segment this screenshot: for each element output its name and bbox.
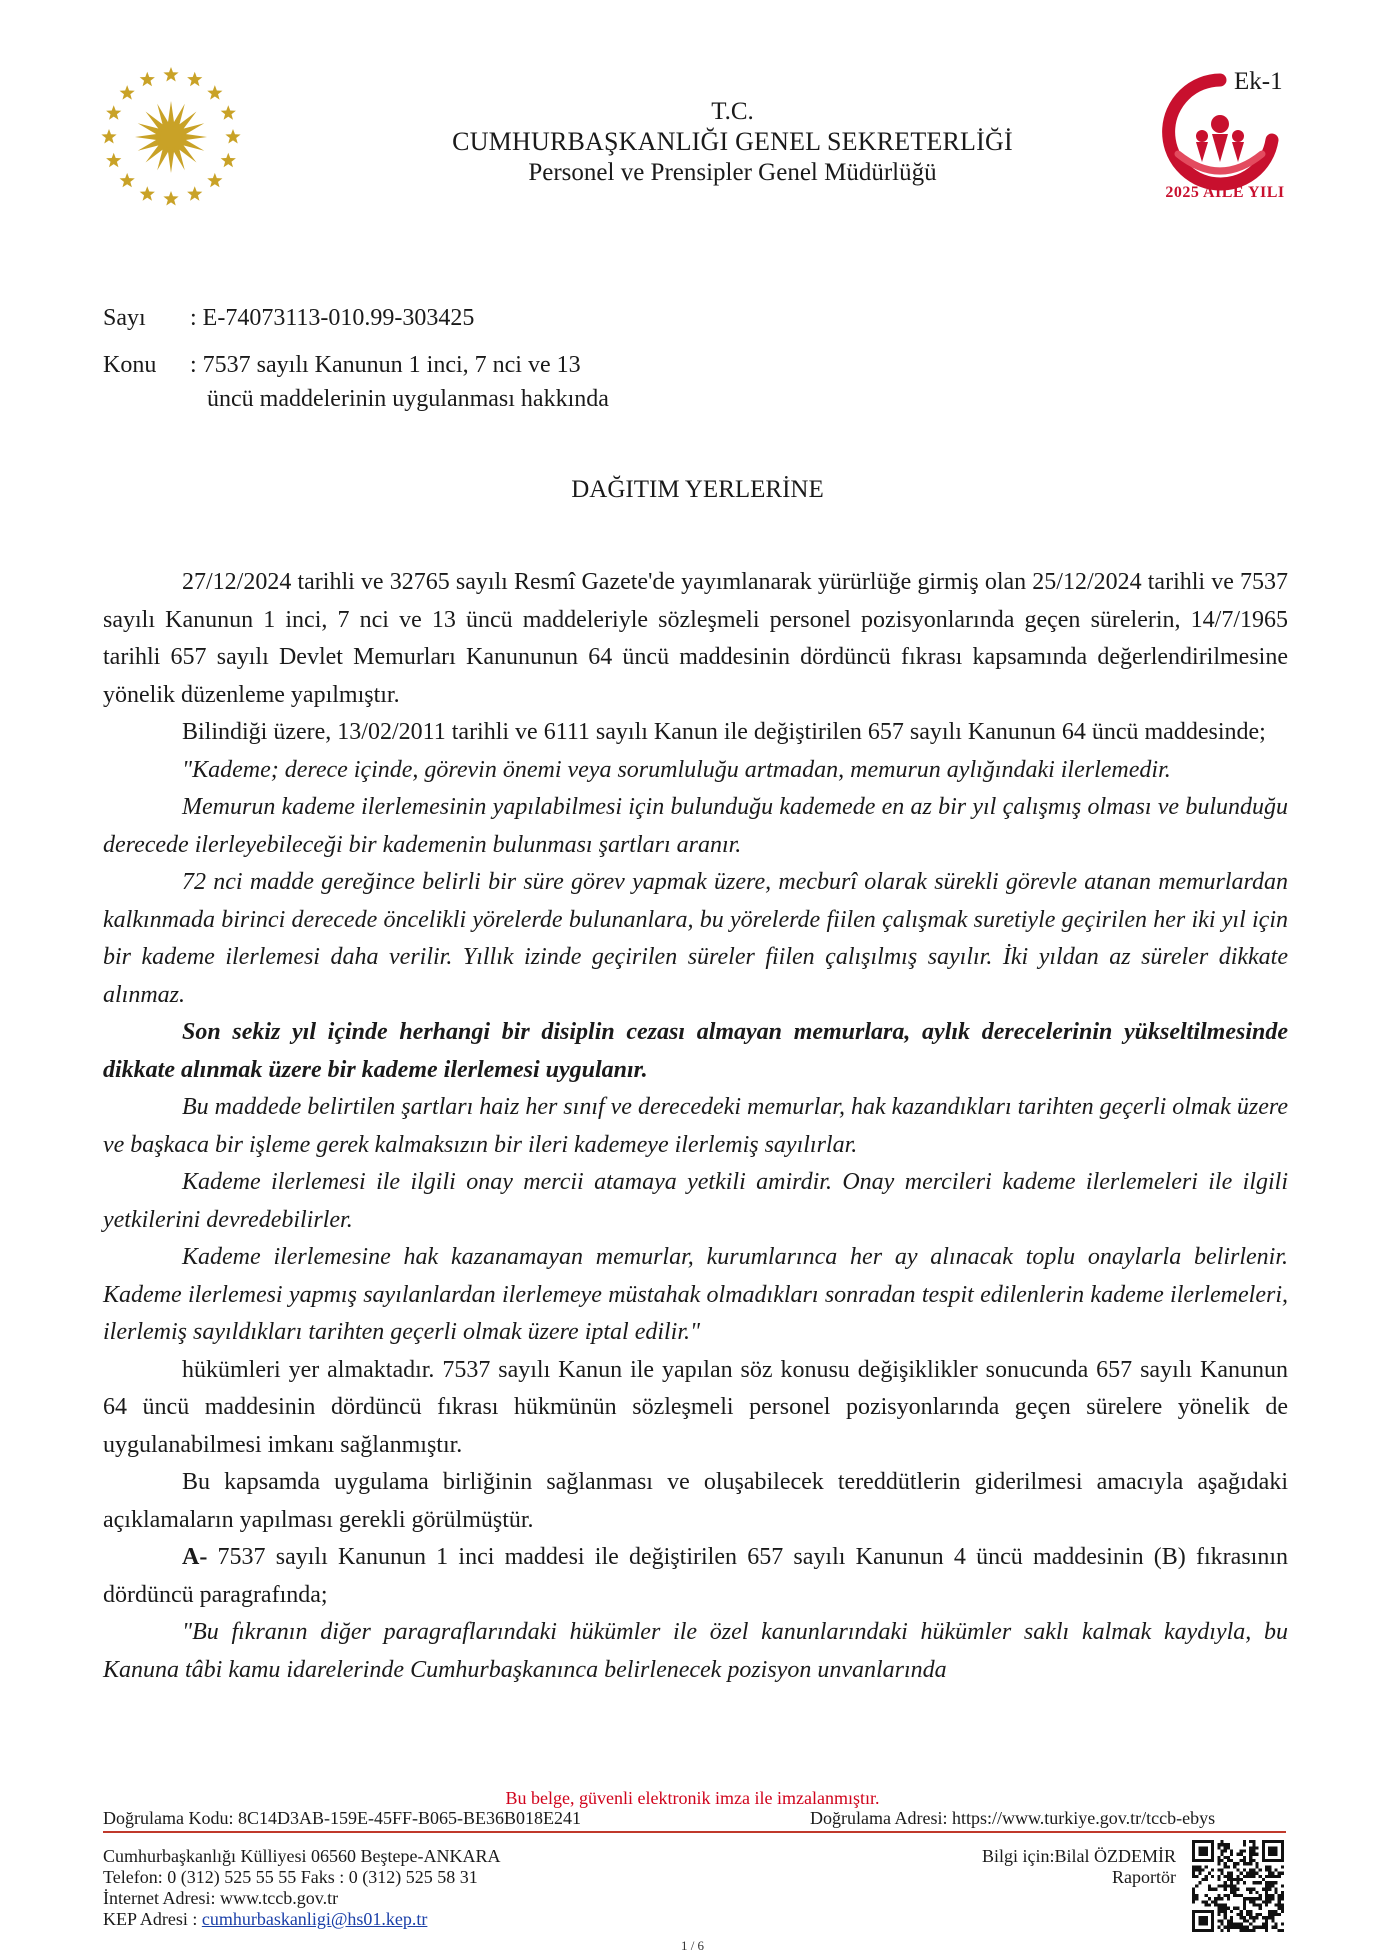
recipient-heading: DAĞITIM YERLERİNE [571, 476, 824, 503]
konu-value-line1: : 7537 sayılı Kanunun 1 inci, 7 nci ve 13 [190, 352, 581, 378]
document-body [103, 564, 1288, 1689]
contact-info [900, 1846, 1176, 1888]
paragraph-4: Bu kapsamda uygulama birliğinin sağlanması ve oluşabilecek tereddütlerin giderilmesi amacıyla aşağıdaki açıklamaların yapılması gerekli görülmüştür. [103, 1469, 1288, 1533]
section-a-label: A- [182, 1544, 208, 1570]
quote-paragraph-1: "Kademe; derece içinde, görevin önemi veya sorumluluğu artmadan, memurun aylığındaki ilerlemedir. [182, 756, 1171, 783]
contact-name: Bilgi için:Bilal ÖZDEMİR [982, 1846, 1176, 1866]
contact-title: Raportör [1112, 1867, 1176, 1887]
sayi-value: : E-74073113-010.99-303425 [190, 305, 475, 331]
quote-paragraph-bold: Son sekiz yıl içinde herhangi bir disiplin cezası almayan memurlara, aylık derecelerinin yükseltilmesinde dikkate alınmak üzere bir kademe ilerlemesi uygulanır. [103, 1019, 1288, 1083]
paragraph-3: hükümleri yer almaktadır. 7537 sayılı Kanun ile yapılan söz konusu değişiklikler sonucunda 657 sayılı Kanunun 64 üncü maddesinin dördüncü fıkrası hükmünün sözleşmeli personel pozisyonlarında geçen sürelere yönelik de uygulanabilmesi imkanı sağlanmıştır. [103, 1356, 1288, 1458]
qr-code-icon [1192, 1840, 1284, 1932]
quote-paragraph-2: Memurun kademe ilerlemesinin yapılabilmesi için bulunduğu kademede en az bir yıl çalışmış olması ve bulunduğu derecede ilerleyebileceği bir kademenin bulunması şartları aranır. [103, 794, 1288, 858]
quote-paragraph-5: Kademe ilerlemesi ile ilgili onay mercii atamaya yetkili amirdir. Onay mercileri kademe ilerlemeleri ile ilgili yetkilerini devredebilirler. [103, 1169, 1288, 1233]
konu-label: Konu [103, 352, 157, 378]
quote-paragraph-7: "Bu fıkranın diğer paragraflarındaki hükümler ile özel kanunlarındaki hükümler saklı kalmak kaydıyla, bu Kanuna tâbi kamu idarelerinde Cumhurbaşkanınca belirlenecek pozisyon unvanlarında [103, 1619, 1288, 1683]
paragraph-2: Bilindiği üzere, 13/02/2011 tarihli ve 6111 sayılı Kanun ile değiştirilen 657 sayılı Kanunun 64 üncü maddesinde; [182, 719, 1266, 745]
e-signature-note: Bu belge, güvenli elektronik imza ile imzalanmıştır. [505, 1788, 880, 1808]
kep-address-link[interactable]: cumhurbaskanligi@hs01.kep.tr [201, 1909, 428, 1929]
annex-label: Ek-1 [1234, 68, 1283, 95]
header-tc: T.C. [711, 98, 754, 125]
verification-code: Doğrulama Kodu: 8C14D3AB-159E-45FF-B065-BE36B018E241 [103, 1808, 581, 1828]
kep-label: KEP Adresi : [103, 1909, 202, 1929]
verification-address: Doğrulama Adresi: https://www.turkiye.gov.tr/tccb-ebys [810, 1808, 1216, 1828]
sayi-label: Sayı [103, 305, 146, 331]
page-number: 1 / 6 [680, 1938, 705, 1953]
paragraph-1: 27/12/2024 tarihli ve 32765 sayılı Resmî Gazete'de yayımlanarak yürürlüğe girmiş olan 25/12/2024 tarihli ve 7537 sayılı Kanunun 1 inci, 7 nci ve 13 üncü maddeleriyle sözleşmeli personel pozisyonlarında geçen sürelerin, 14/7/1965 tarihli 657 sayılı Devlet Memurları Kanununun 64 üncü maddesinin dördüncü fıkrası kapsamında değerlendirilmesine yönelik düzenleme yapılmıştır. [103, 569, 1288, 708]
footer-website: İnternet Adresi: www.tccb.gov.tr [103, 1888, 339, 1908]
footer-divider [103, 1831, 1286, 1833]
footer-address: Cumhurbaşkanlığı Külliyesi 06560 Beştepe-ANKARA [103, 1846, 501, 1866]
quote-paragraph-4: Bu maddede belirtilen şartları haiz her sınıf ve derecedeki memurlar, hak kazandıkları tarihten geçerli olmak üzere ve başkaca bir işleme gerek kalmaksızın bir ileri kademeye ilerlemiş sayılırlar. [103, 1094, 1289, 1158]
section-a-text: 7537 sayılı Kanunun 1 inci maddesi ile değiştirilen 657 sayılı Kanunun 4 üncü maddesinin (B) fıkrasının dördüncü paragrafında; [103, 1544, 1288, 1608]
quote-paragraph-6: Kademe ilerlemesine hak kazanamayan memurlar, kurumlarınca her ay alınacak toplu onaylarla belirlenir. Kademe ilerlemesi yapmış sayılanlardan ilerlemeye müstahak olmadıkları sonradan tespit edilenlerin kademe ilerlemeleri, ilerlemiş sayıldıkları tarihten geçerli olmak üzere iptal edilir." [103, 1244, 1288, 1345]
quote-paragraph-3: 72 nci madde gereğince belirli bir süre görev yapmak üzere, mecburî olarak sürekli görevle atanan memurlardan kalkınmada birinci derecede öncelikli yörelerde bulunanlara, bu yörelerde fiilen çalışmak suretiyle geçirilen her iki yıl için bir kademe ilerlemesi daha verilir. Yıllık izinde geçirilen süreler fiilen çalışılmış sayılır. İki yıldan az süreler dikkate alınmaz. [103, 869, 1288, 1008]
footer-kep [103, 1909, 427, 1930]
header-department: Personel ve Prensipler Genel Müdürlüğü [528, 159, 937, 186]
footer-phone: Telefon: 0 (312) 525 55 55 Faks : 0 (312) 525 58 31 [103, 1867, 478, 1887]
konu-value-line2: üncü maddelerinin uygulanması hakkında [207, 386, 609, 412]
header-organization: CUMHURBAŞKANLIĞI GENEL SEKRETERLİĞİ [452, 127, 1013, 156]
family-year-text: 2025 AİLE YILI [1165, 184, 1285, 201]
paragraph-5 [103, 1539, 1288, 1614]
